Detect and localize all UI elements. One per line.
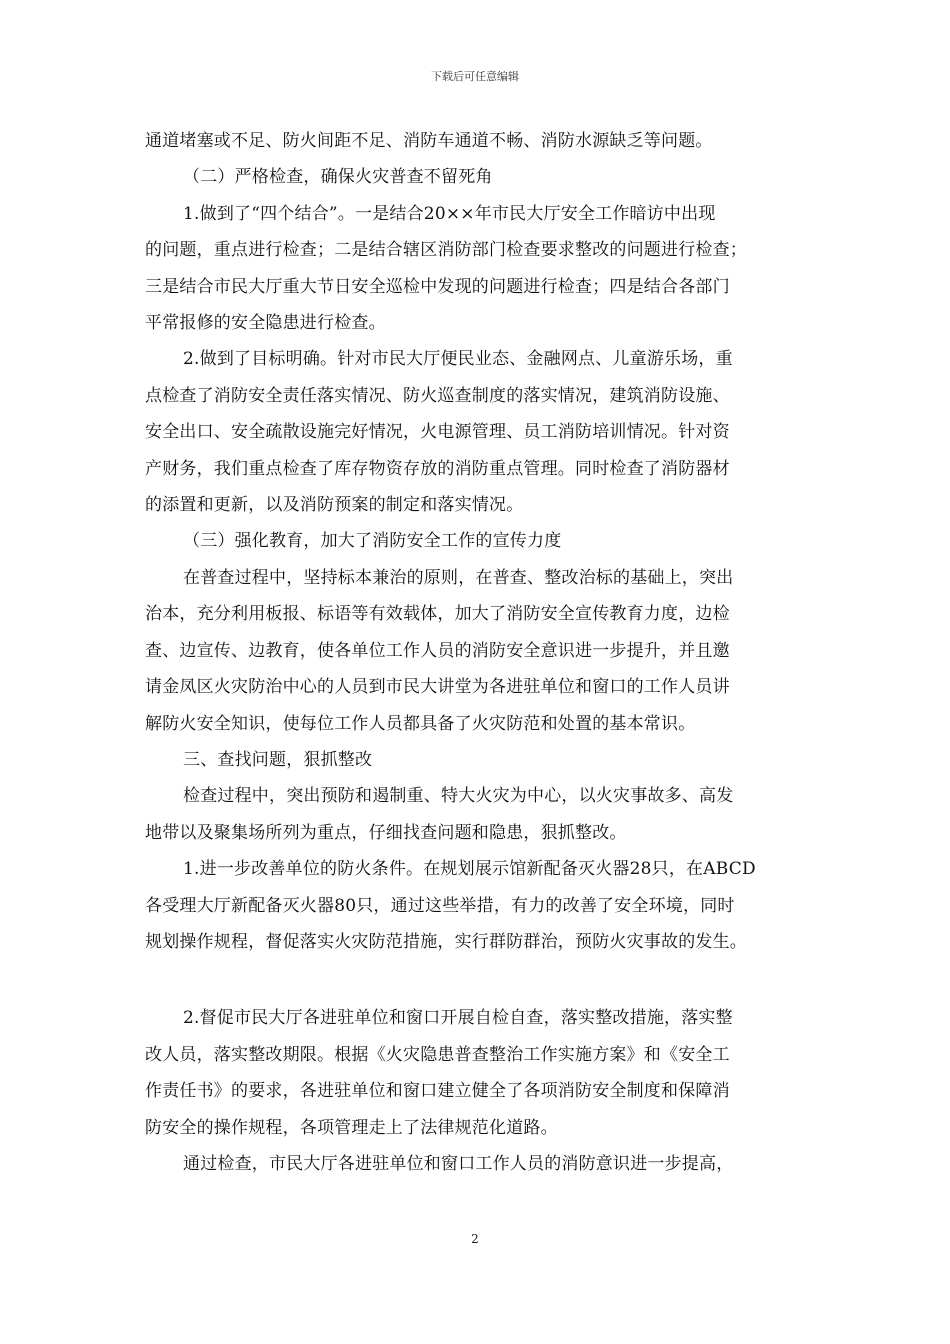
page-number: 2 (471, 1232, 479, 1246)
paragraph-continuation: 通道堵塞或不足、防火间距不足、消防车通道不畅、消防水源缺乏等问题。 (145, 131, 713, 151)
page-header: 下载后可任意编辑 (431, 70, 519, 83)
section-heading-strict-inspection: （二）严格检查，确保火灾普查不留死角 (183, 167, 493, 188)
section-heading-education: （三）强化教育，加大了消防安全工作的宣传力度 (183, 531, 562, 552)
paragraph-four-combinations: 1.做到了“四个结合”。一是结合20××年市民大厅安全工作暗访中出现 的问题，重点进行检查；二是结合辖区消防部门检查要求整改的问题进行检查； 三是结合市民大厅重大节日安全巡检中发现的问题进行检查；四是结合各部门 平常报修的安全隐患进行检查。 (145, 203, 747, 334)
paragraph-self-inspection: 2.督促市民大厅各进驻单位和窗口开展自检自查，落实整改措施，落实整 改人员，落实整改期限。根据《火灾隐患普查整治工作实施方案》和《安全工 作责任书》的要求，各进驻单位和窗口建立健全了各项消防安全制度和保障消 防安全的操作规程，各项管理走上了法律规范化道路。 (145, 1008, 733, 1138)
paragraph-spacer (145, 960, 815, 1000)
document-body (145, 123, 815, 1182)
paragraph-education: 在普查过程中，坚持标本兼治的原则，在普查、整改治标的基础上，突出 治本，充分利用板报、标语等有效载体，加大了消防安全宣传教育力度，边检 查、边宣传、边教育，使各单位工作人员的消防安全意识进一步提升，并且邀 请金凤区火灾防治中心的人员到市民大讲堂为各进驻单位和窗口的工作人员讲 解防火安全知识，使每位工作人员都具备了火灾防范和处置的基本常识。 (145, 567, 734, 734)
section-heading-find-problems: 三、查找问题，狠抓整改 (183, 749, 373, 770)
paragraph-clear-goals: 2.做到了目标明确。针对市民大厅便民业态、金融网点、儿童游乐场，重 点检查了消防安全责任落实情况、防火巡查制度的落实情况，建筑消防设施、 安全出口、安全疏散设施完好情况，火电源管理、员工消防培训情况。针对资 产财务，我们重点检查了库存物资存放的消防重点管理。同时检查了消防器材 的添置和更新，以及消防预案的制定和落实情况。 (145, 349, 733, 516)
paragraph-conclusion-start: 通过检查，市民大厅各进驻单位和窗口工作人员的消防意识进一步提高， (183, 1153, 734, 1174)
paragraph-inspection-process: 检查过程中，突出预防和遏制重、特大火灾为中心，以火灾事故多、高发 地带以及聚集场所列为重点，仔细找查问题和隐患，狠抓整改。 (145, 786, 734, 843)
paragraph-fire-conditions: 1.进一步改善单位的防火条件。在规划展示馆新配备灭火器28只，在ABCD 各受理大厅新配备灭火器80只，通过这些举措，有力的改善了安全环境，同时 规划操作规程，督促落实火灾防范措施，实行群防群治，预防火灾事故的发生。 (145, 859, 756, 952)
